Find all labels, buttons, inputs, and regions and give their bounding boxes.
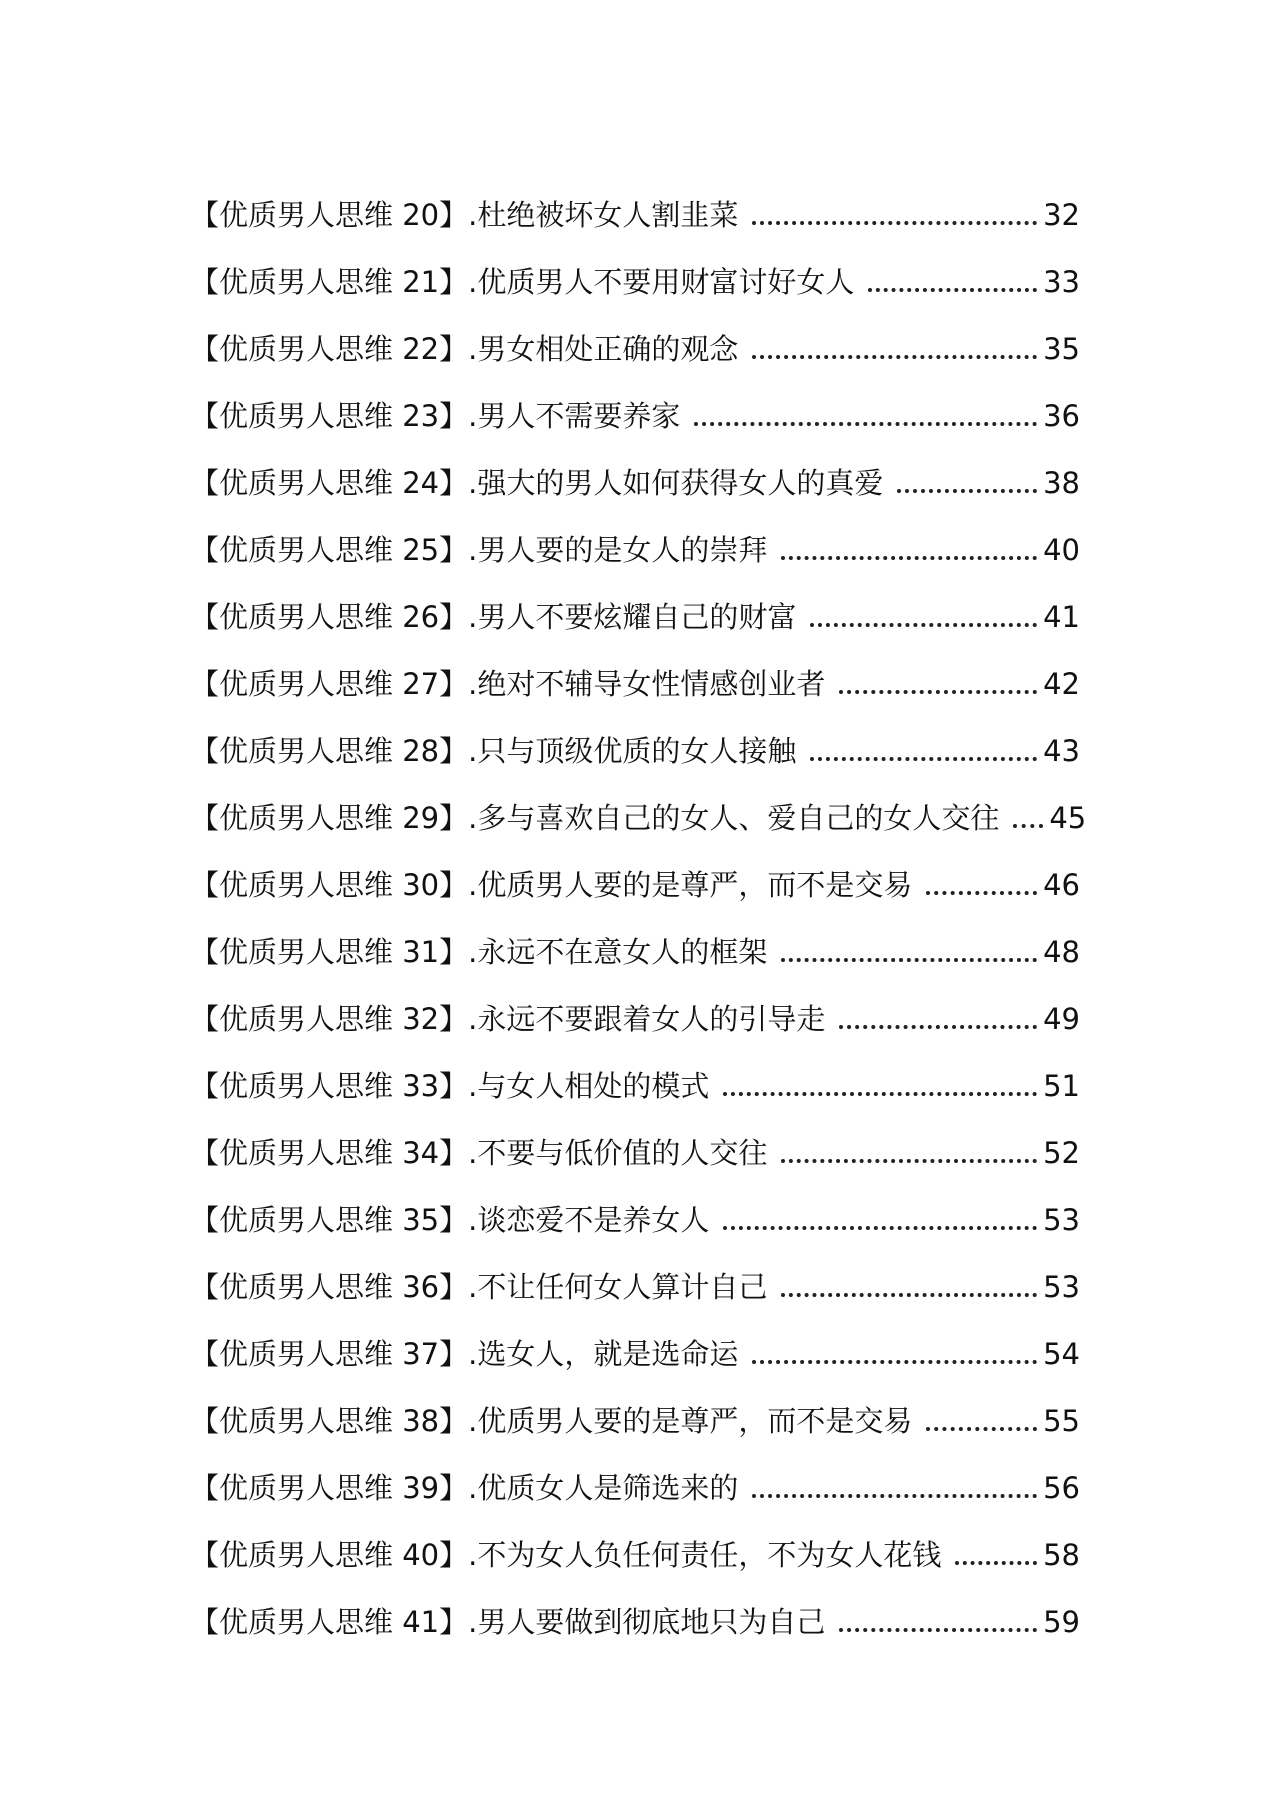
toc-entry-page: 36 bbox=[1043, 399, 1080, 433]
toc-dot-leader bbox=[781, 1293, 1037, 1297]
toc-entry-title: 【优质男人思维 34】.不要与低价值的人交往 bbox=[190, 1136, 768, 1170]
toc-entry-title: 【优质男人思维 28】.只与顶级优质的女人接触 bbox=[190, 734, 797, 768]
toc-entry[interactable] bbox=[190, 1037, 1080, 1104]
toc-entry-title: 【优质男人思维 35】.谈恋爱不是养女人 bbox=[190, 1203, 710, 1237]
toc-dot-leader bbox=[752, 221, 1037, 225]
toc-entry-title: 【优质男人思维 36】.不让任何女人算计自己 bbox=[190, 1270, 768, 1304]
toc-dot-leader bbox=[810, 757, 1037, 761]
toc-dot-leader bbox=[694, 422, 1037, 426]
toc-entry-page: 42 bbox=[1043, 667, 1080, 701]
toc-entry-title: 【优质男人思维 30】.优质男人要的是尊严，而不是交易 bbox=[190, 868, 913, 902]
toc-entry-page: 45 bbox=[1049, 801, 1087, 835]
toc-entry-page: 53 bbox=[1043, 1203, 1080, 1237]
toc-entry-title: 【优质男人思维 40】.不为女人负任何责任，不为女人花钱 bbox=[190, 1538, 942, 1572]
toc-entry[interactable] bbox=[190, 1171, 1080, 1238]
toc-entry[interactable] bbox=[190, 367, 1080, 434]
toc-entry-title: 【优质男人思维 37】.选女人，就是选命运 bbox=[190, 1337, 739, 1371]
toc-entry-title: 【优质男人思维 25】.男人要的是女人的崇拜 bbox=[190, 533, 768, 567]
toc-entry[interactable] bbox=[190, 769, 1087, 836]
toc-dot-leader bbox=[810, 623, 1037, 627]
toc-entry[interactable] bbox=[190, 1372, 1080, 1439]
toc-entry[interactable] bbox=[190, 836, 1080, 903]
toc-entry-page: 46 bbox=[1043, 868, 1080, 902]
toc-entry[interactable] bbox=[190, 903, 1080, 970]
toc-entry-page: 49 bbox=[1043, 1002, 1080, 1036]
toc-dot-leader bbox=[781, 556, 1037, 560]
toc-entry-title: 【优质男人思维 24】.强大的男人如何获得女人的真爱 bbox=[190, 466, 884, 500]
toc-entry[interactable] bbox=[190, 501, 1080, 568]
toc-entry[interactable] bbox=[190, 166, 1080, 233]
toc-dot-leader bbox=[926, 891, 1037, 895]
toc-dot-leader bbox=[868, 288, 1037, 292]
toc-entry-title: 【优质男人思维 26】.男人不要炫耀自己的财富 bbox=[190, 600, 797, 634]
toc-entry-title: 【优质男人思维 41】.男人要做到彻底地只为自己 bbox=[190, 1605, 826, 1639]
toc-entry[interactable] bbox=[190, 970, 1080, 1037]
toc-entry[interactable] bbox=[190, 1506, 1080, 1573]
toc-entry-page: 41 bbox=[1043, 600, 1080, 634]
toc-entry-page: 43 bbox=[1043, 734, 1080, 768]
toc-entry[interactable] bbox=[190, 434, 1080, 501]
toc-entry-title: 【优质男人思维 29】.多与喜欢自己的女人、爱自己的女人交往 bbox=[190, 801, 1000, 835]
toc-entry-page: 55 bbox=[1043, 1404, 1080, 1438]
toc-dot-leader bbox=[781, 958, 1037, 962]
toc-entry-page: 59 bbox=[1043, 1605, 1080, 1639]
toc-entry[interactable] bbox=[190, 635, 1080, 702]
toc-entry[interactable] bbox=[190, 702, 1080, 769]
toc-entry[interactable] bbox=[190, 1439, 1080, 1506]
toc-entry-page: 54 bbox=[1043, 1337, 1080, 1371]
toc-entry-page: 53 bbox=[1043, 1270, 1080, 1304]
toc-dot-leader bbox=[781, 1159, 1037, 1163]
toc-dot-leader bbox=[723, 1226, 1037, 1230]
toc-entry-page: 32 bbox=[1043, 198, 1080, 232]
toc-dot-leader bbox=[955, 1561, 1037, 1565]
toc-dot-leader bbox=[723, 1092, 1037, 1096]
toc-dot-leader bbox=[752, 1360, 1037, 1364]
toc-dot-leader bbox=[752, 1494, 1037, 1498]
table-of-contents bbox=[190, 166, 1087, 1640]
toc-entry-page: 52 bbox=[1043, 1136, 1080, 1170]
toc-entry-page: 48 bbox=[1043, 935, 1080, 969]
toc-entry-title: 【优质男人思维 31】.永远不在意女人的框架 bbox=[190, 935, 768, 969]
toc-entry-page: 40 bbox=[1043, 533, 1080, 567]
toc-entry[interactable] bbox=[190, 1104, 1080, 1171]
toc-dot-leader bbox=[839, 690, 1037, 694]
toc-dot-leader bbox=[752, 355, 1037, 359]
toc-dot-leader bbox=[897, 489, 1037, 493]
toc-entry-title: 【优质男人思维 32】.永远不要跟着女人的引导走 bbox=[190, 1002, 826, 1036]
toc-entry-page: 51 bbox=[1043, 1069, 1080, 1103]
toc-entry-title: 【优质男人思维 33】.与女人相处的模式 bbox=[190, 1069, 710, 1103]
toc-entry-page: 38 bbox=[1043, 466, 1080, 500]
toc-dot-leader bbox=[839, 1628, 1037, 1632]
toc-entry-page: 56 bbox=[1043, 1471, 1080, 1505]
toc-entry-title: 【优质男人思维 38】.优质男人要的是尊严，而不是交易 bbox=[190, 1404, 913, 1438]
toc-entry-page: 35 bbox=[1043, 332, 1080, 366]
toc-entry-title: 【优质男人思维 22】.男女相处正确的观念 bbox=[190, 332, 739, 366]
toc-entry[interactable] bbox=[190, 1305, 1080, 1372]
toc-entry[interactable] bbox=[190, 1238, 1080, 1305]
toc-entry-page: 33 bbox=[1043, 265, 1080, 299]
toc-dot-leader bbox=[839, 1025, 1037, 1029]
toc-entry[interactable] bbox=[190, 568, 1080, 635]
toc-entry[interactable] bbox=[190, 1573, 1080, 1640]
toc-entry-title: 【优质男人思维 27】.绝对不辅导女性情感创业者 bbox=[190, 667, 826, 701]
toc-entry-title: 【优质男人思维 39】.优质女人是筛选来的 bbox=[190, 1471, 739, 1505]
toc-entry[interactable] bbox=[190, 300, 1080, 367]
toc-entry-page: 58 bbox=[1043, 1538, 1080, 1572]
toc-dot-leader bbox=[926, 1427, 1037, 1431]
toc-dot-leader bbox=[1013, 824, 1043, 828]
toc-entry-title: 【优质男人思维 20】.杜绝被坏女人割韭菜 bbox=[190, 198, 739, 232]
toc-entry-title: 【优质男人思维 23】.男人不需要养家 bbox=[190, 399, 681, 433]
toc-entry-title: 【优质男人思维 21】.优质男人不要用财富讨好女人 bbox=[190, 265, 855, 299]
toc-entry[interactable] bbox=[190, 233, 1080, 300]
